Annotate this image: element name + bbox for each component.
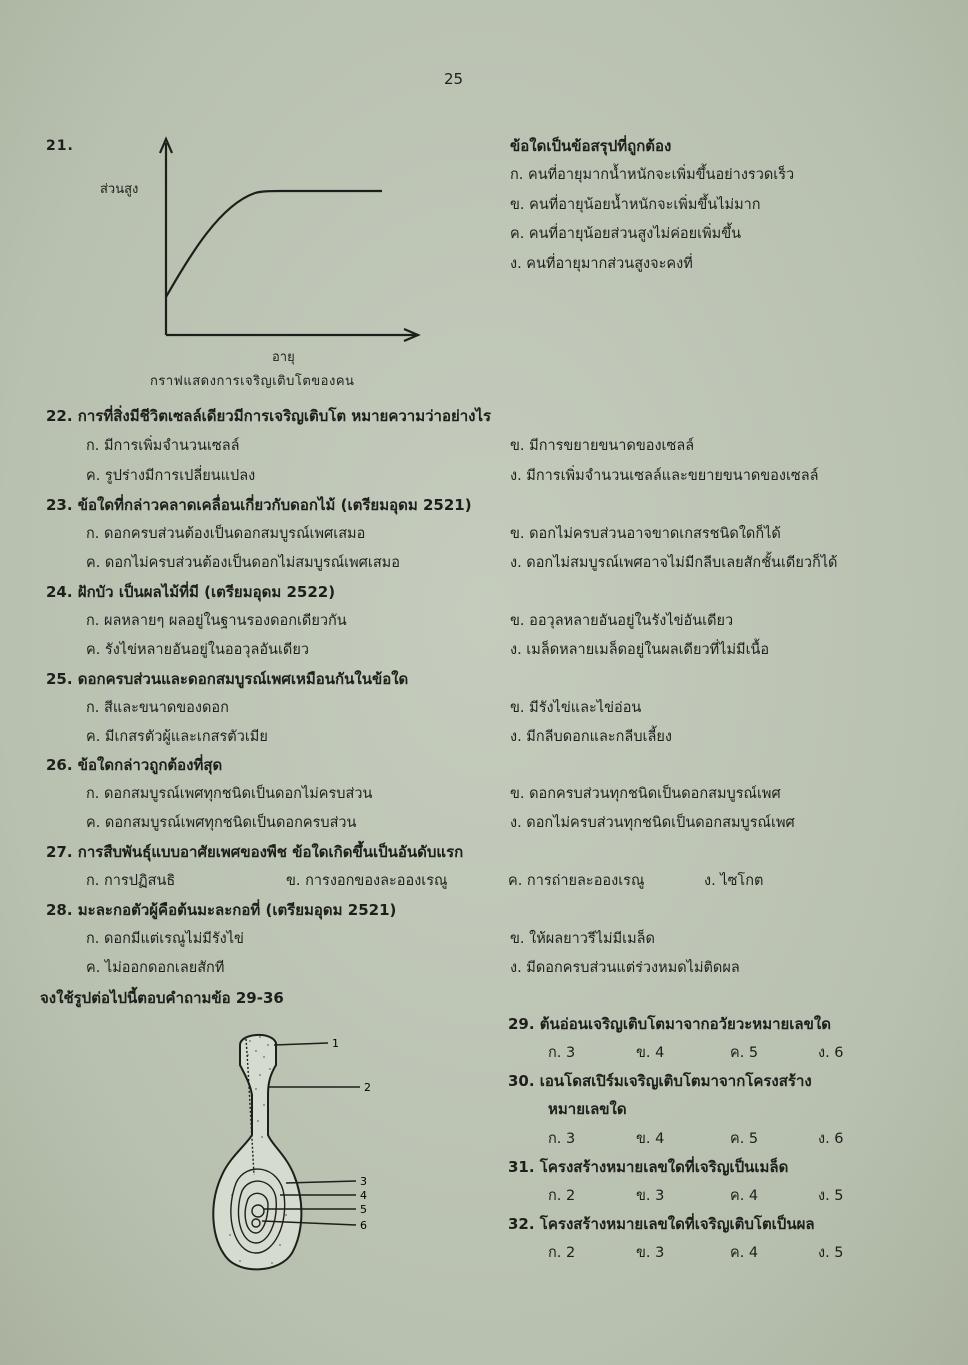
question-21-text: ข้อใดเป็นข้อสรุปที่ถูกต้อง [510, 137, 672, 155]
label-1: 1 [332, 1037, 339, 1050]
q23-option-a: ก. ดอกครบส่วนต้องเป็นดอกสมบูรณ์เพศเสมอ [86, 526, 366, 542]
q32-option-c: ค. 4 [730, 1245, 759, 1261]
q30-option-b: ข. 4 [636, 1131, 665, 1147]
q25-option-d: ง. มีกลีบดอกและกลีบเลี้ยง [510, 729, 672, 745]
q27-option-a: ก. การปฏิสนธิ [86, 873, 176, 889]
pistil-outline [213, 1035, 301, 1269]
q22-option-c: ค. รูปร่างมีการเปลี่ยนแปลง [86, 468, 256, 484]
instruction-text: จงใช้รูปต่อไปนี้ตอบคำถามข้อ 29-36 [40, 989, 284, 1007]
q21-option-a: ก. คนที่อายุมากน้ำหนักจะเพิ่มขึ้นอย่างรวดเร็ว [510, 167, 795, 183]
q28-option-c: ค. ไม่ออกดอกเลยสักที [86, 960, 225, 976]
label-6: 6 [360, 1219, 367, 1232]
question-32-text: 32. โครงสร้างหมายเลขใดที่เจริญเติบโตเป็นผล [508, 1215, 815, 1233]
q26-option-d: ง. ดอกไม่ครบส่วนทุกชนิดเป็นดอกสมบูรณ์เพศ [510, 815, 795, 831]
q28-option-d: ง. มีดอกครบส่วนแต่ร่วงหมดไม่ติดผล [510, 960, 740, 976]
label-2: 2 [364, 1081, 371, 1094]
question-21-number: 21. [46, 138, 74, 154]
leader-line-1 [274, 1043, 328, 1045]
q30-option-d: ง. 6 [818, 1131, 844, 1147]
graph-caption: กราฟแสดงการเจริญเติบโตของคน [150, 374, 355, 389]
q27-option-d: ง. ไซโกต [704, 873, 764, 889]
q28-option-a: ก. ดอกมีแต่เรณูไม่มีรังไข่ [86, 931, 244, 947]
q25-option-b: ข. มีรังไข่และไข่อ่อน [510, 700, 642, 716]
q31-option-a: ก. 2 [548, 1188, 576, 1204]
q31-option-c: ค. 4 [730, 1188, 759, 1204]
q25-option-c: ค. มีเกสรตัวผู้และเกสรตัวเมีย [86, 729, 268, 745]
q21-option-b: ข. คนที่อายุน้อยน้ำหนักจะเพิ่มขึ้นไม่มาก [510, 197, 761, 213]
question-25-text: 25. ดอกครบส่วนและดอกสมบูรณ์เพศเหมือนกันในข้อใด [46, 670, 409, 688]
q23-option-c: ค. ดอกไม่ครบส่วนต้องเป็นดอกไม่สมบูรณ์เพศเสมอ [86, 555, 400, 571]
q32-option-a: ก. 2 [548, 1245, 576, 1261]
q30-option-c: ค. 5 [730, 1131, 759, 1147]
q27-option-c: ค. การถ่ายละอองเรณู [508, 873, 645, 889]
q21-option-c: ค. คนที่อายุน้อยส่วนสูงไม่ค่อยเพิ่มขึ้น [510, 226, 742, 242]
q29-option-b: ข. 4 [636, 1045, 665, 1061]
q24-option-a: ก. ผลหลายๆ ผลอยู่ในฐานรองดอกเดียวกัน [86, 613, 347, 629]
q23-option-b: ข. ดอกไม่ครบส่วนอาจขาดเกสรชนิดใดก็ได้ [510, 526, 781, 542]
question-30-text-cont: หมายเลขใด [548, 1100, 627, 1118]
pistil-figure [210, 1025, 390, 1280]
q21-option-d: ง. คนที่อายุมากส่วนสูงจะคงที่ [510, 256, 693, 272]
label-3: 3 [360, 1175, 367, 1188]
q27-option-b: ข. การงอกของละอองเรณู [286, 873, 448, 889]
q31-option-b: ข. 3 [636, 1188, 665, 1204]
q29-option-a: ก. 3 [548, 1045, 576, 1061]
question-22-text: 22. การที่สิ่งมีชีวิตเซลล์เดียวมีการเจริญเติบโต หมายความว่าอย่างไร [46, 407, 492, 425]
q22-option-b: ข. มีการขยายขนาดของเซลล์ [510, 438, 695, 454]
q24-option-d: ง. เมล็ดหลายเมล็ดอยู่ในผลเดียวที่ไม่มีเนื้อ [510, 642, 770, 658]
q26-option-c: ค. ดอกสมบูรณ์เพศทุกชนิดเป็นดอกครบส่วน [86, 815, 357, 831]
question-29-text: 29. ต้นอ่อนเจริญเติบโตมาจากอวัยวะหมายเลขใด [508, 1015, 831, 1033]
q26-option-a: ก. ดอกสมบูรณ์เพศทุกชนิดเป็นดอกไม่ครบส่วน [86, 786, 373, 802]
growth-graph [150, 135, 430, 345]
graph-x-label: อายุ [272, 350, 295, 365]
question-24-text: 24. ฝักบัว เป็นผลไม้ที่มี (เตรียมอุดม 2522) [46, 583, 336, 601]
question-28-text: 28. มะละกอตัวผู้คือต้นมะละกอที่ (เตรียมอุดม 2521) [46, 901, 397, 919]
label-5: 5 [360, 1203, 367, 1216]
q22-option-d: ง. มีการเพิ่มจำนวนเซลล์และขยายขนาดของเซลล์ [510, 468, 819, 484]
q28-option-b: ข. ให้ผลยาวรีไม่มีเมล็ด [510, 931, 655, 947]
page-number: 25 [444, 70, 464, 88]
q29-option-d: ง. 6 [818, 1045, 844, 1061]
q25-option-a: ก. สีและขนาดของดอก [86, 700, 229, 716]
question-23-text: 23. ข้อใดที่กล่าวคลาดเคลื่อนเกี่ยวกับดอกไม้ (เตรียมอุดม 2521) [46, 496, 472, 514]
growth-curve [166, 191, 382, 297]
q24-option-b: ข. ออวุลหลายอันอยู่ในรังไข่อันเดียว [510, 613, 734, 629]
question-31-text: 31. โครงสร้างหมายเลขใดที่เจริญเป็นเมล็ด [508, 1158, 789, 1176]
q22-option-a: ก. มีการเพิ่มจำนวนเซลล์ [86, 438, 240, 454]
q26-option-b: ข. ดอกครบส่วนทุกชนิดเป็นดอกสมบูรณ์เพศ [510, 786, 781, 802]
label-4: 4 [360, 1189, 367, 1202]
q32-option-b: ข. 3 [636, 1245, 665, 1261]
question-26-text: 26. ข้อใดกล่าวถูกต้องที่สุด [46, 756, 223, 774]
graph-y-label: ส่วนสูง [100, 182, 139, 197]
q24-option-c: ค. รังไข่หลายอันอยู่ในออวุลอันเดียว [86, 642, 309, 658]
q31-option-d: ง. 5 [818, 1188, 844, 1204]
q32-option-d: ง. 5 [818, 1245, 844, 1261]
q23-option-d: ง. ดอกไม่สมบูรณ์เพศอาจไม่มีกลีบเลยสักชั้นเดียวก็ได้ [510, 555, 838, 571]
question-30-text: 30. เอนโดสเปิร์มเจริญเติบโตมาจากโครงสร้าง [508, 1072, 812, 1090]
question-27-text: 27. การสืบพันธุ์แบบอาศัยเพศของพืช ข้อใดเกิดขึ้นเป็นอันดับแรก [46, 843, 464, 861]
q29-option-c: ค. 5 [730, 1045, 759, 1061]
q30-option-a: ก. 3 [548, 1131, 576, 1147]
